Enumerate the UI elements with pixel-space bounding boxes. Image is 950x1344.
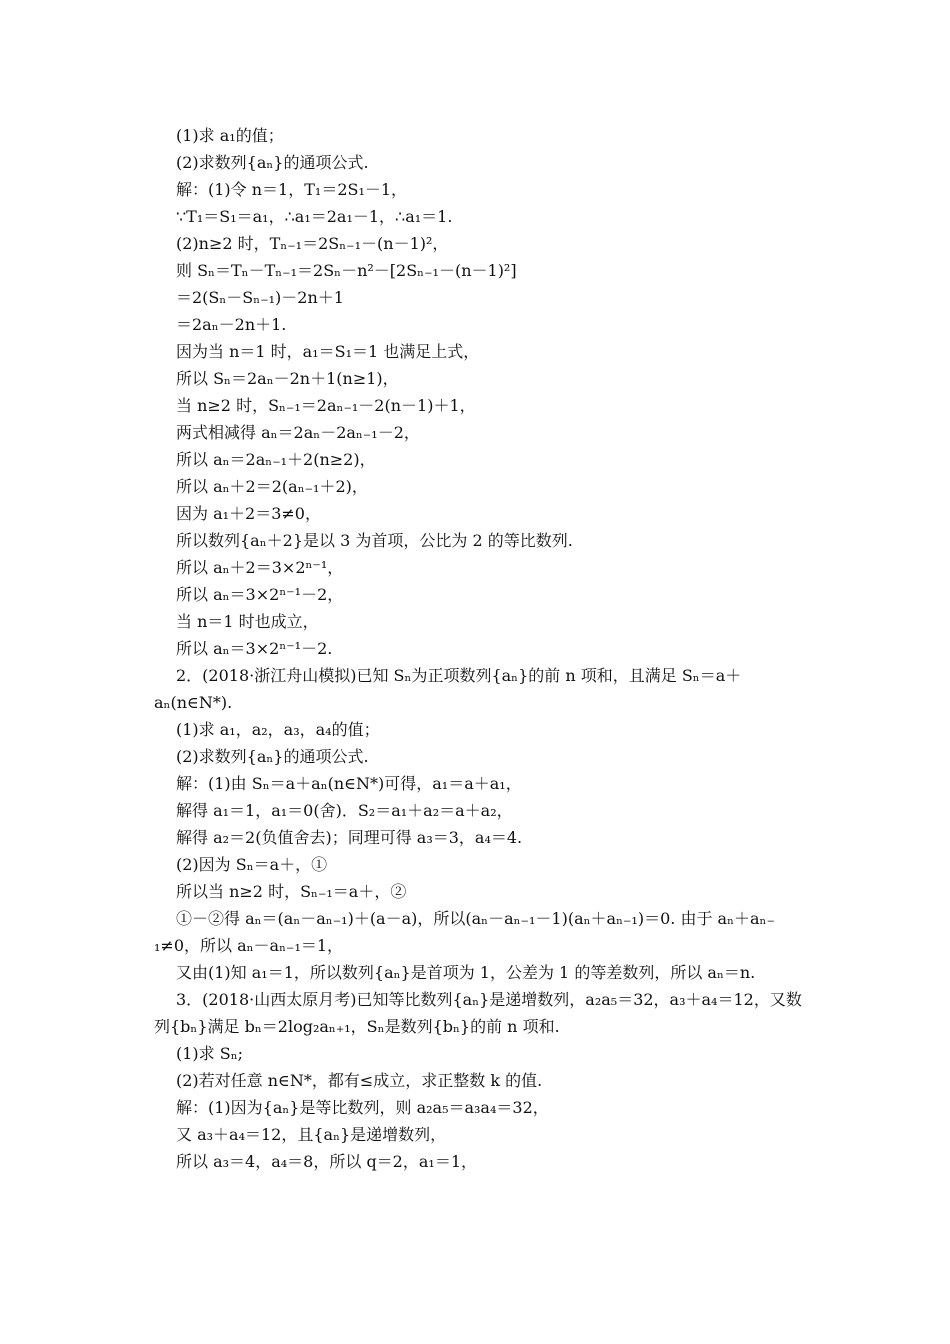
text-line: 列{bₙ}满足 bₙ＝2log₂aₙ₊₁，Sₙ是数列{bₙ}的前 n 项和. xyxy=(154,1017,560,1036)
text-line: 解得 a₂＝2(负值舍去)；同理可得 a₃＝3，a₄＝4. xyxy=(176,828,523,847)
text-line: 两式相减得 aₙ＝2aₙ－2aₙ₋₁－2， xyxy=(176,423,420,442)
text-line: 所以 a₃＝4，a₄＝8，所以 q＝2，a₁＝1， xyxy=(176,1152,477,1171)
text-line: ₁≠0，所以 aₙ－aₙ₋₁＝1， xyxy=(154,936,344,955)
text-line: 解：(1)由 Sₙ＝a＋aₙ(n∈N*)可得，a₁＝a＋a₁， xyxy=(176,774,522,793)
text-line: (2)求数列{aₙ}的通项公式. xyxy=(176,153,369,172)
text-line: 所以 aₙ＋2＝2(aₙ₋₁＋2)， xyxy=(176,477,368,496)
problem-3-heading: 3．(2018·山西太原月考)已知等比数列{aₙ}是递增数列，a₂a₅＝32，a₃＋a₄＝12，又数 xyxy=(176,990,802,1009)
text-line: ＝2aₙ－2n＋1. xyxy=(176,315,287,334)
text-line: 因为当 n＝1 时，a₁＝S₁＝1 也满足上式， xyxy=(176,342,480,361)
text-line: 当 n≥2 时，Sₙ₋₁＝2aₙ₋₁－2(n－1)＋1， xyxy=(176,396,476,415)
text-line: ＝2(Sₙ－Sₙ₋₁)－2n＋1 xyxy=(176,288,344,307)
text-line: (2)若对任意 n∈N*，都有≤成立，求正整数 k 的值. xyxy=(176,1071,543,1090)
text-line: (2)n≥2 时，Tₙ₋₁＝2Sₙ₋₁－(n－1)²， xyxy=(176,234,449,253)
text-line: (2)求数列{aₙ}的通项公式. xyxy=(176,747,369,766)
text-line: 所以 aₙ＋2＝3×2ⁿ⁻¹， xyxy=(176,558,344,577)
text-line: 又 a₃＋a₄＝12，且{aₙ}是递增数列， xyxy=(176,1125,447,1144)
text-line: aₙ(n∈N*). xyxy=(154,693,233,712)
text-line: 所以 aₙ＝3×2ⁿ⁻¹－2. xyxy=(176,639,333,658)
document-body xyxy=(154,122,836,1175)
text-line: 解：(1)因为{aₙ}是等比数列，则 a₂a₅＝a₃a₄＝32， xyxy=(176,1098,549,1117)
text-line: 所以 aₙ＝3×2ⁿ⁻¹－2， xyxy=(176,585,344,604)
text-line: 所以 aₙ＝2aₙ₋₁＋2(n≥2)， xyxy=(176,450,376,469)
problem-2-heading: 2．(2018·浙江舟山模拟)已知 Sₙ为正项数列{aₙ}的前 n 项和，且满足 Sₙ＝a＋ xyxy=(176,666,742,685)
text-line: 所以数列{aₙ＋2}是以 3 为首项，公比为 2 的等比数列. xyxy=(176,531,573,550)
text-line: 所以当 n≥2 时，Sₙ₋₁＝a＋，② xyxy=(176,882,407,901)
text-line: 因为 a₁＋2＝3≠0， xyxy=(176,504,321,523)
text-line: (1)求 a₁，a₂，a₃，a₄的值； xyxy=(176,720,380,739)
text-line: 解得 a₁＝1，a₁＝0(舍)．S₂＝a₁＋a₂＝a＋a₂， xyxy=(176,801,513,820)
text-line: 所以 Sₙ＝2aₙ－2n＋1(n≥1)， xyxy=(176,369,399,388)
text-line: (1)求 a₁的值； xyxy=(176,126,284,145)
text-line: (1)求 Sₙ; xyxy=(176,1044,244,1063)
text-line: 解：(1)令 n＝1，T₁＝2S₁－1， xyxy=(176,180,408,199)
text-line: 则 Sₙ＝Tₙ－Tₙ₋₁＝2Sₙ－n²－[2Sₙ₋₁－(n－1)²] xyxy=(176,261,517,280)
text-line: ∵T₁＝S₁＝a₁，∴a₁＝2a₁－1，∴a₁＝1. xyxy=(176,207,453,226)
text-line: 当 n＝1 时也成立， xyxy=(176,612,319,631)
text-line: (2)因为 Sₙ＝a＋，① xyxy=(176,855,328,874)
text-line: 又由(1)知 a₁＝1，所以数列{aₙ}是首项为 1，公差为 1 的等差数列，所以 aₙ＝n. xyxy=(176,963,756,982)
text-line: ①－②得 aₙ＝(aₙ－aₙ₋₁)＋(a－a)，所以(aₙ－aₙ₋₁－1)(aₙ＋aₙ₋₁)＝0. 由于 aₙ＋aₙ₋ xyxy=(176,909,775,928)
